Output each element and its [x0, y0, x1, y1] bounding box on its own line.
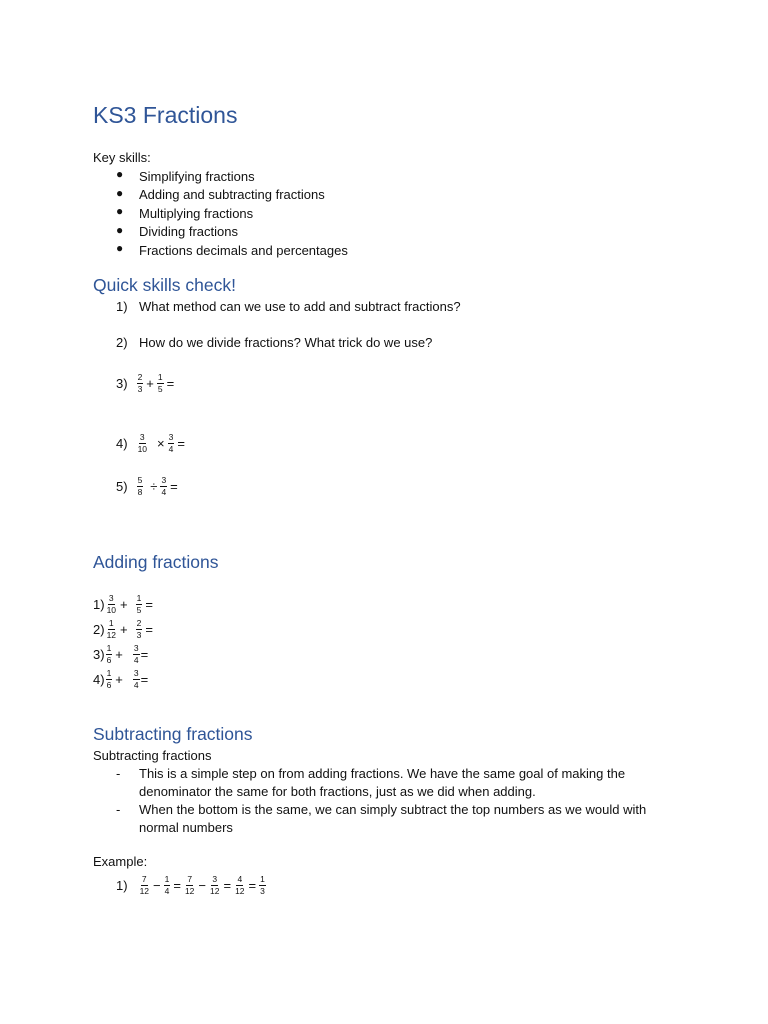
fraction: $\frac{7}{12}$ — [139, 873, 150, 896]
skill-item: Multiplying fractions — [139, 206, 254, 221]
fraction: $\frac{1}{6}$ — [106, 642, 112, 665]
fraction: $\frac{1}{5}$ — [157, 371, 163, 394]
operator: ÷ — [150, 478, 158, 494]
question-number: 4) — [116, 435, 128, 451]
bullet-icon: ● — [116, 241, 124, 255]
fraction: $\frac{5}{8}$ — [137, 474, 143, 497]
question-text: What method can we use to add and subtract fractions? — [139, 299, 461, 314]
bullet-icon: ● — [116, 204, 124, 218]
key-skills-label: Key skills: — [93, 150, 151, 165]
fraction: $\frac{3}{10}$ — [106, 592, 117, 615]
skill-item: Adding and subtracting fractions — [139, 187, 325, 202]
fraction: $\frac{3}{4}$ — [161, 474, 167, 497]
equals-sign: = — [140, 671, 149, 687]
dash-marker: - — [116, 802, 121, 817]
fraction: $\frac{2}{3}$ — [137, 371, 143, 394]
question-3 — [116, 370, 176, 396]
quick-check-heading: Quick skills check! — [93, 275, 236, 295]
fraction: $\frac{7}{12}$ — [184, 873, 195, 896]
equals-sign: = — [248, 877, 257, 893]
question-number: 4) — [93, 671, 105, 687]
dash-marker: - — [116, 766, 121, 781]
adding-item — [93, 641, 150, 667]
equals-sign: = — [170, 478, 178, 494]
question-number: 5) — [116, 478, 128, 494]
example-equation — [116, 872, 267, 898]
equals-sign: = — [223, 877, 232, 893]
question-number: 2) — [116, 335, 128, 350]
question-4 — [116, 430, 187, 456]
adding-item — [93, 616, 155, 642]
fraction: $\frac{2}{3}$ — [136, 617, 142, 640]
question-number: 1) — [116, 877, 128, 893]
equals-sign: = — [145, 596, 153, 612]
question-number: 1) — [116, 299, 128, 314]
equals-sign: = — [140, 646, 149, 662]
page-title: KS3 Fractions — [93, 102, 238, 128]
fraction: $\frac{1}{6}$ — [106, 667, 112, 690]
bullet-icon: ● — [116, 186, 124, 200]
operator: + — [120, 621, 128, 637]
fraction: $\frac{3}{4}$ — [133, 642, 139, 665]
fraction: $\frac{1}{3}$ — [260, 873, 265, 896]
adding-item — [93, 591, 155, 617]
subtracting-heading: Subtracting fractions — [93, 724, 253, 744]
question-number: 3) — [116, 375, 128, 391]
question-number: 2) — [93, 621, 105, 637]
skill-item: Fractions decimals and percentages — [139, 243, 348, 258]
equals-sign: = — [145, 621, 153, 637]
skill-item: Simplifying fractions — [139, 169, 255, 184]
fraction: $\frac{3}{4}$ — [133, 667, 139, 690]
operator: + — [115, 646, 123, 662]
fraction: $\frac{1}{5}$ — [136, 592, 142, 615]
question-number: 1) — [93, 596, 105, 612]
fraction: $\frac{1}{12}$ — [106, 617, 117, 640]
question-5 — [116, 473, 180, 499]
operator: − — [153, 877, 161, 893]
fraction: $\frac{3}{12}$ — [210, 873, 220, 896]
example-label: Example: — [93, 854, 148, 869]
bullet-icon: ● — [116, 223, 124, 237]
operator: × — [157, 435, 165, 451]
operator: + — [146, 375, 154, 391]
equals-sign: = — [177, 435, 185, 451]
fraction: $\frac{4}{12}$ — [235, 873, 245, 896]
subtracting-subheading: Subtracting fractions — [93, 748, 212, 763]
subtracting-point: When the bottom is the same, we can simply subtract the top numbers as we would with normal numbers — [139, 802, 647, 835]
operator: + — [120, 596, 128, 612]
bullet-icon: ● — [116, 167, 124, 181]
subtracting-point: This is a simple step on from adding fractions. We have the same goal of making the denominator the same for both fractions, just as we did when adding. — [139, 766, 626, 799]
question-text: How do we divide fractions? What trick do we use? — [139, 335, 433, 350]
equals-sign: = — [173, 877, 181, 893]
fraction: $\frac{3}{4}$ — [168, 431, 174, 454]
operator: − — [198, 877, 207, 893]
fraction: $\frac{3}{10}$ — [137, 431, 148, 454]
adding-heading: Adding fractions — [93, 552, 219, 572]
operator: + — [115, 671, 123, 687]
equals-sign: = — [166, 375, 175, 391]
skill-item: Dividing fractions — [139, 224, 238, 239]
adding-item — [93, 666, 150, 692]
question-number: 3) — [93, 646, 105, 662]
fraction: $\frac{1}{4}$ — [164, 873, 170, 896]
